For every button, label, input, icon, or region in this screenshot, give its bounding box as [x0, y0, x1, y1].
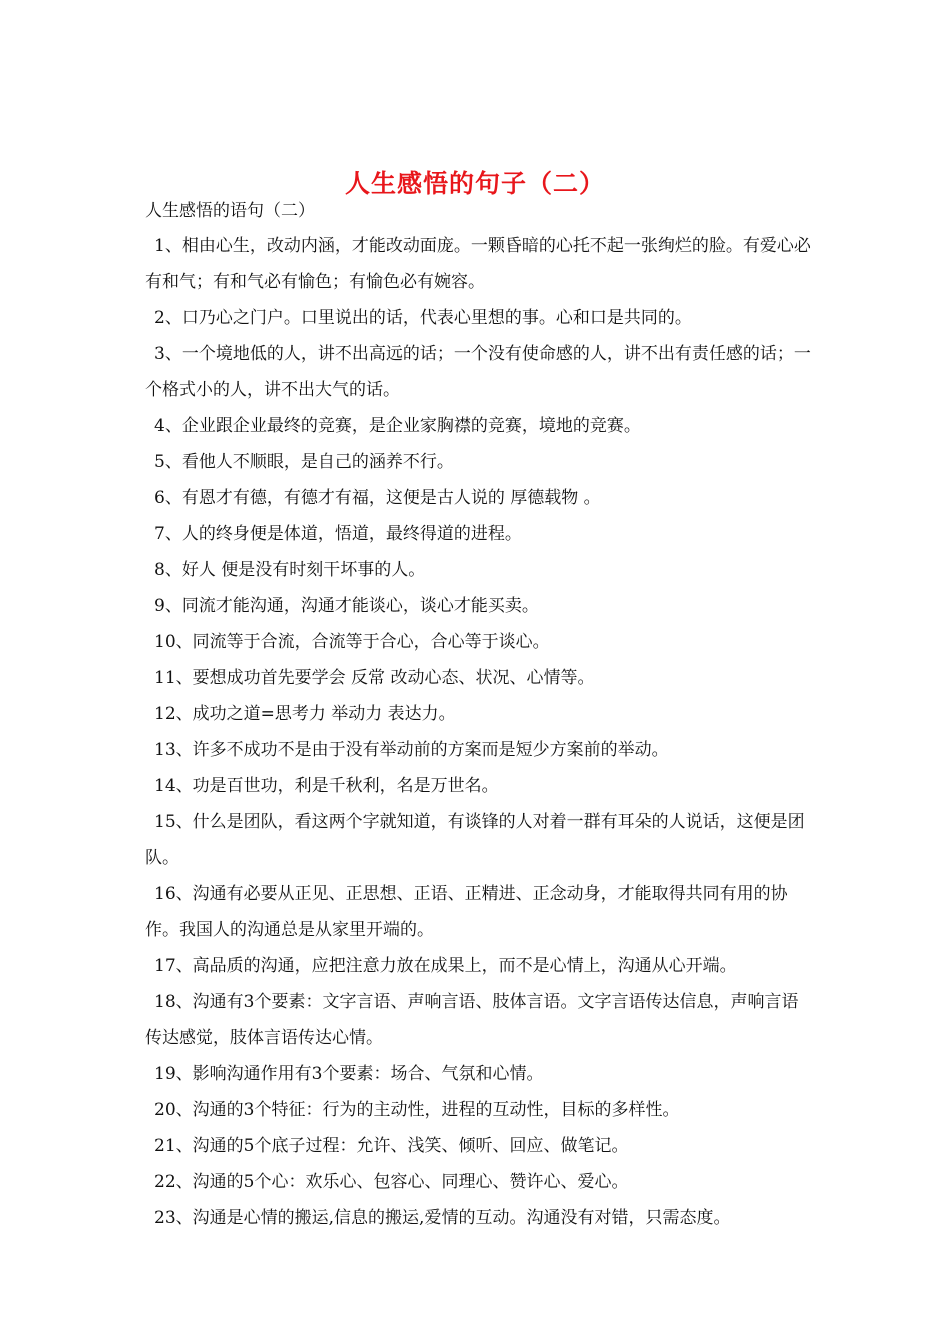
page-title: 人生感悟的句子（二） [344, 168, 605, 198]
list-item: 7、人的终身便是体道，悟道，最终得道的进程。 [154, 524, 522, 544]
list-item: 8、好人 便是没有时刻干坏事的人。 [154, 560, 426, 580]
list-item: 10、同流等于合流，合流等于合心，合心等于谈心。 [154, 632, 550, 652]
list-item: 6、有恩才有德，有德才有福，这便是古人说的 厚德载物 。 [154, 488, 601, 508]
list-item: 20、沟通的3个特征：行为的主动性，进程的互动性，目标的多样性。 [154, 1100, 680, 1120]
list-item: 11、要想成功首先要学会 反常 改动心态、状况、心情等。 [154, 668, 595, 688]
list-item: 19、影响沟通作用有3个要素：场合、气氛和心情。 [154, 1064, 544, 1084]
list-item: 16、沟通有必要从正见、正思想、正语、正精进、正念动身，才能取得共同有用的协作。我国人的沟通总是从家里开端的。 [145, 884, 788, 940]
list-item: 14、功是百世功，利是千秋利，名是万世名。 [154, 776, 499, 796]
quote-list [145, 228, 815, 1236]
list-item: 21、沟通的5个底子过程：允许、浅笑、倾听、回应、做笔记。 [154, 1136, 629, 1156]
list-item: 12、成功之道=思考力 举动力 表达力。 [154, 704, 456, 724]
list-item: 2、口乃心之门户。口里说出的话，代表心里想的事。心和口是共同的。 [154, 308, 692, 328]
list-item: 13、许多不成功不是由于没有举动前的方案而是短少方案前的举动。 [154, 740, 669, 760]
list-item: 4、企业跟企业最终的竞赛，是企业家胸襟的竞赛，境地的竞赛。 [154, 416, 641, 436]
list-item: 1、相由心生，改动内涵，才能改动面庞。一颗昏暗的心托不起一张绚烂的脸。有爱心必有和气；有和气必有愉色；有愉色必有婉容。 [145, 236, 811, 292]
list-item: 17、高品质的沟通，应把注意力放在成果上，而不是心情上，沟通从心开端。 [154, 956, 737, 976]
list-item: 18、沟通有3个要素：文字言语、声响言语、肢体言语。文字言语传达信息，声响言语传达感觉，肢体言语传达心情。 [145, 992, 799, 1048]
document-subtitle: 人生感悟的语句（二） [145, 201, 315, 221]
list-item: 22、沟通的5个心：欢乐心、包容心、同理心、赞许心、爱心。 [154, 1172, 629, 1192]
list-item: 5、看他人不顺眼，是自己的涵养不行。 [154, 452, 454, 472]
list-item: 23、沟通是心情的搬运,信息的搬运,爱情的互动。沟通没有对错，只需态度。 [154, 1208, 731, 1228]
list-item: 15、什么是团队，看这两个字就知道，有谈锋的人对着一群有耳朵的人说话，这便是团队。 [145, 812, 805, 868]
list-item: 3、一个境地低的人，讲不出高远的话；一个没有使命感的人，讲不出有责任感的话；一个格式小的人，讲不出大气的话。 [145, 344, 811, 400]
list-item: 9、同流才能沟通，沟通才能谈心，谈心才能买卖。 [154, 596, 539, 616]
